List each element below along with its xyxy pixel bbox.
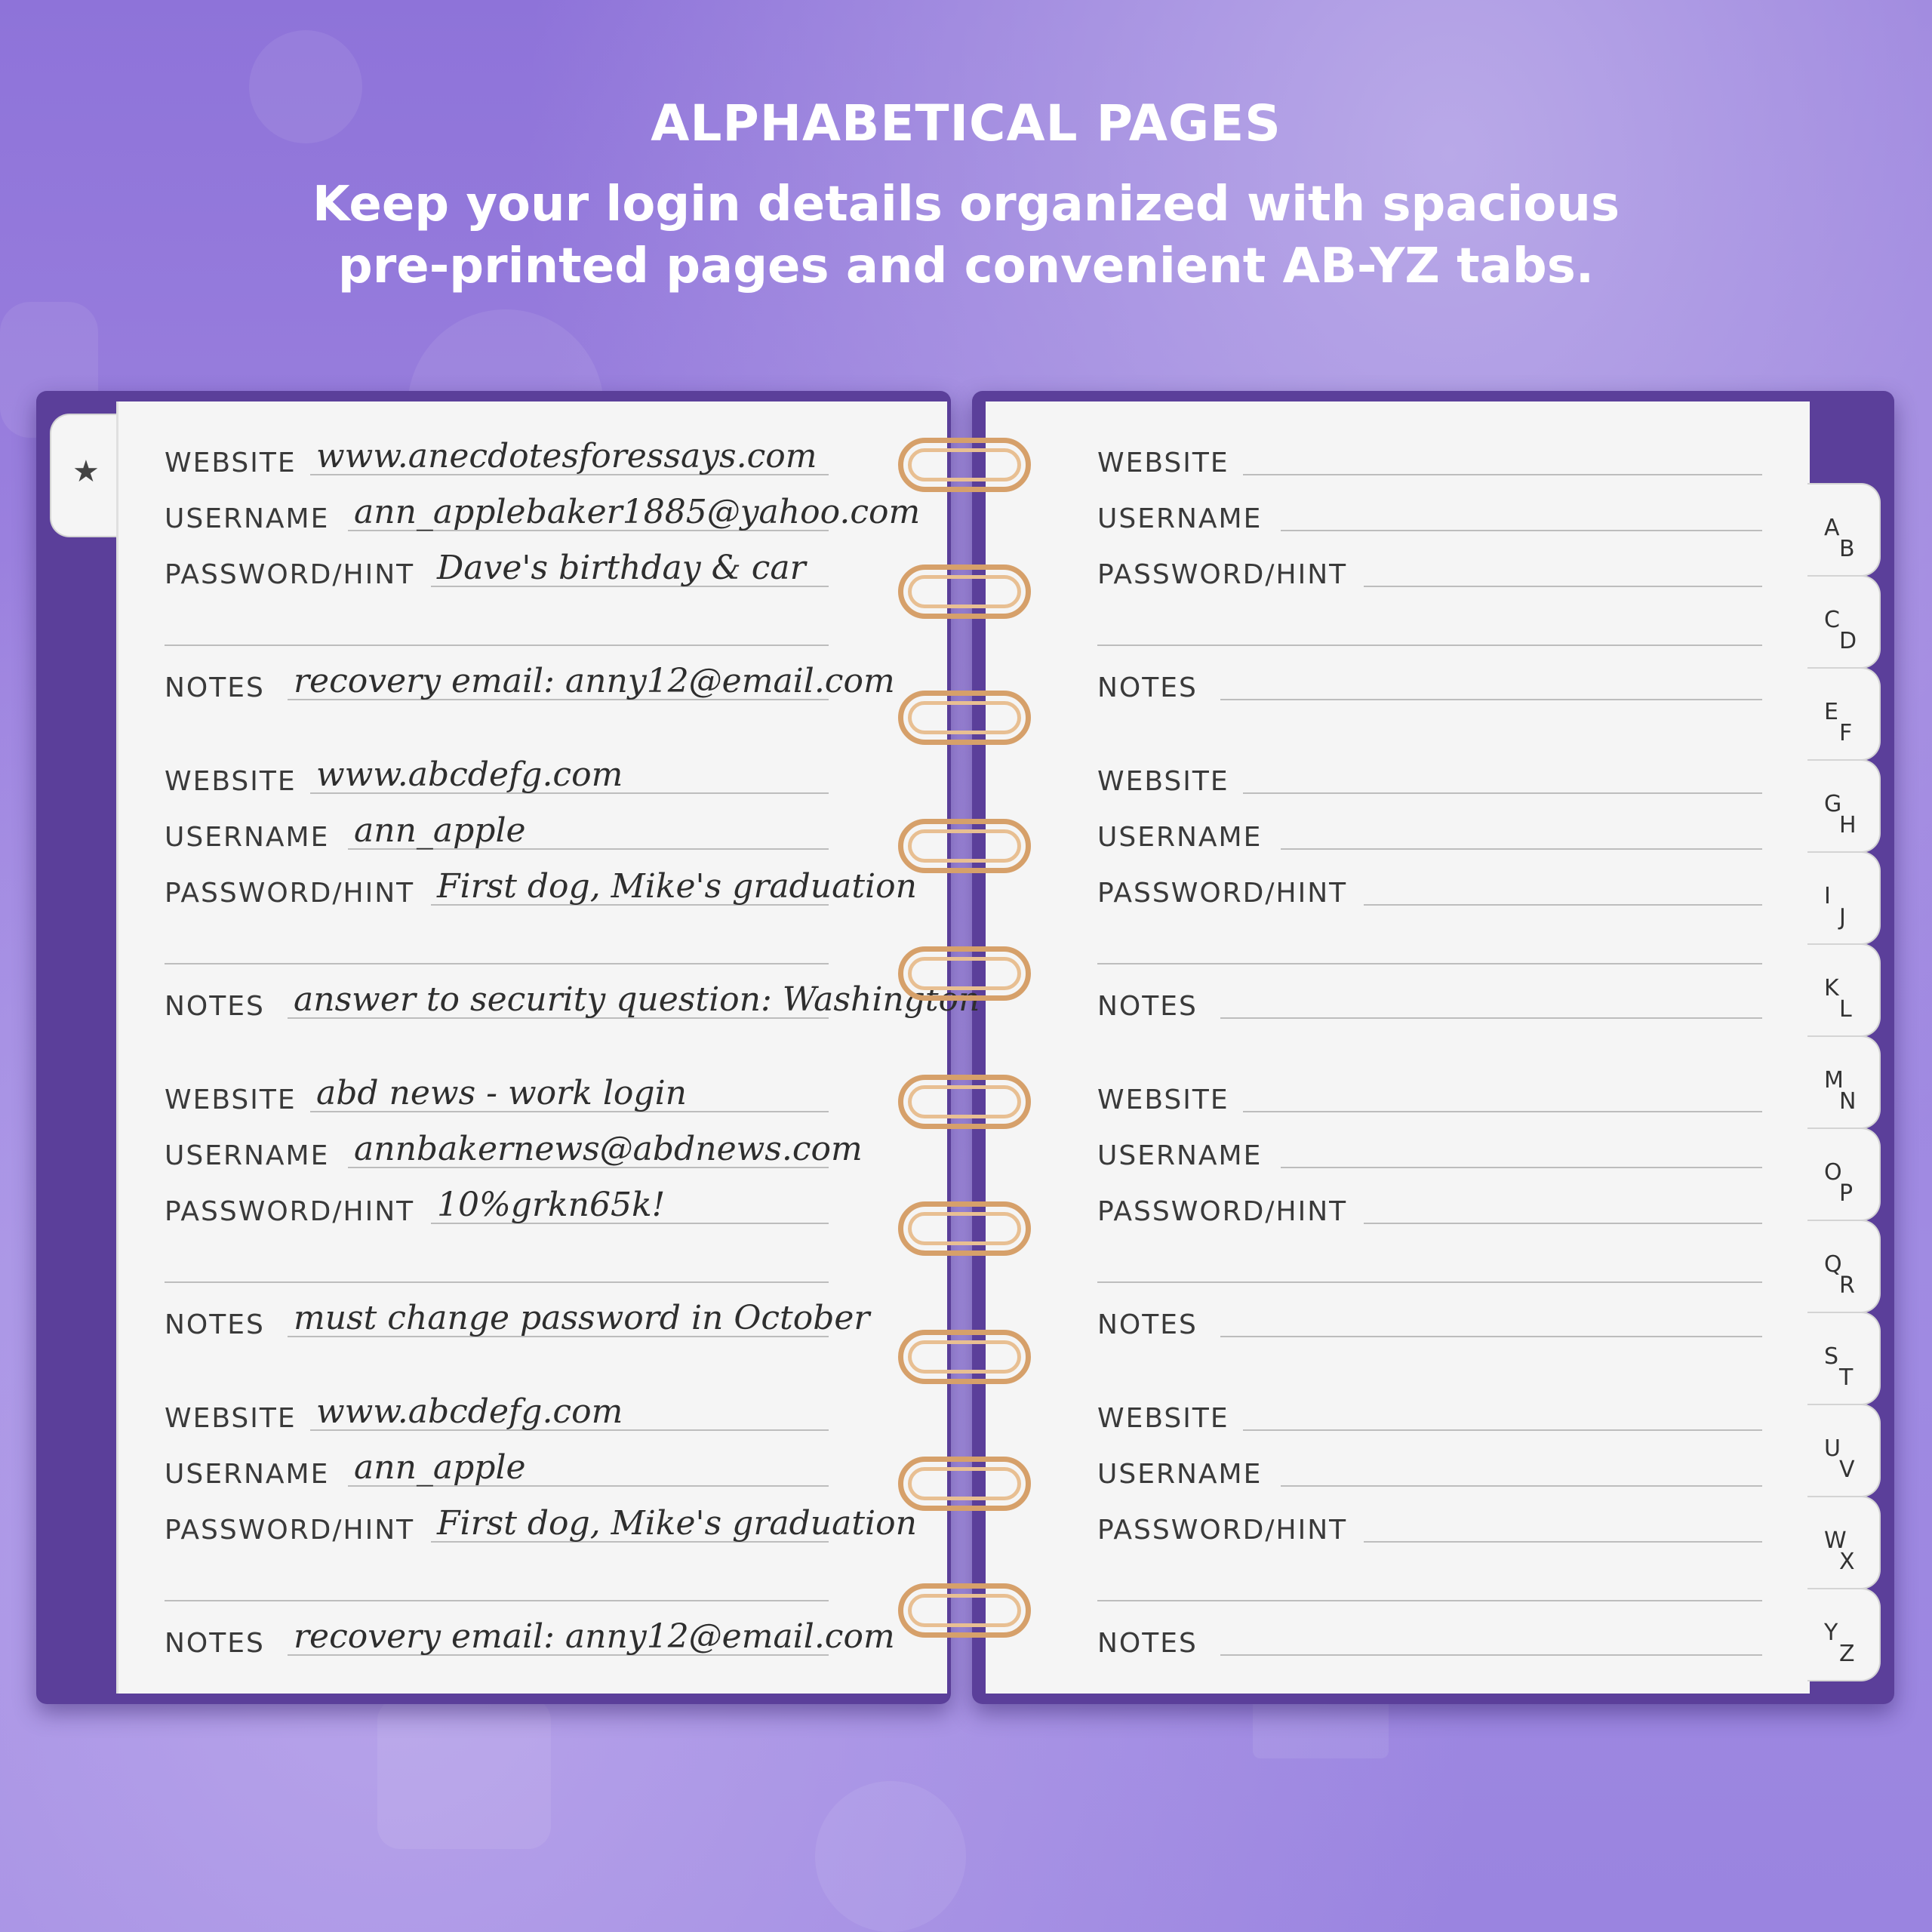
left-entry-4-website-row	[165, 1393, 829, 1438]
tab-letter: O	[1824, 1159, 1842, 1186]
right-entry-3-notes-row	[1097, 1300, 1762, 1345]
username-label: USERNAME	[1097, 1140, 1263, 1171]
subtitle-line-1: Keep your login details organized with spacious	[312, 177, 1620, 232]
tab-letter: V	[1839, 1457, 1855, 1483]
tab-letter: T	[1839, 1364, 1854, 1391]
username-value: ann_apple	[354, 811, 526, 850]
left-entry-2-password-row	[165, 867, 917, 913]
binder-ring-inner	[908, 448, 1021, 481]
website-value: www.anecdotesforessays.com	[316, 437, 817, 475]
tab-ab[interactable]	[1807, 483, 1881, 577]
right-entry-4-notes-row	[1097, 1618, 1762, 1663]
tab-letter: E	[1824, 699, 1838, 725]
website-field-line[interactable]	[1243, 474, 1762, 475]
tab-letter: X	[1839, 1549, 1855, 1575]
password-label: PASSWORD/HINT	[1097, 878, 1348, 909]
tab-letter: I	[1824, 883, 1831, 909]
password-label: PASSWORD/HINT	[165, 1196, 415, 1227]
username-field-line[interactable]	[1281, 848, 1762, 850]
password-value: Dave's birthday & car	[437, 549, 806, 587]
username-value: ann_apple	[354, 1448, 526, 1487]
password-value: First dog, Mike's graduation	[437, 1504, 917, 1543]
tab-uv[interactable]	[1807, 1404, 1881, 1497]
tab-yz[interactable]	[1807, 1588, 1881, 1681]
tab-letter: C	[1824, 607, 1840, 633]
tab-letter: N	[1839, 1088, 1857, 1115]
website-value: www.abcdefg.com	[316, 755, 623, 794]
website-field-line[interactable]	[1243, 792, 1762, 794]
tab-letter: Y	[1824, 1620, 1838, 1646]
background-padlock-icon	[377, 1698, 551, 1849]
left-entry-3-username-row	[165, 1130, 863, 1176]
password-label: PASSWORD/HINT	[165, 878, 415, 909]
notes-label: NOTES	[165, 1309, 265, 1340]
extra-writing-line[interactable]	[1097, 1281, 1762, 1283]
left-entry-1-password-row	[165, 549, 829, 595]
left-entry-4-notes-row	[165, 1617, 895, 1663]
password-label: PASSWORD/HINT	[1097, 1196, 1348, 1227]
right-entry-1-website-row	[1097, 438, 1762, 483]
right-entry-1-username-row	[1097, 494, 1762, 539]
binder-ring-inner	[908, 1467, 1021, 1500]
username-field-line[interactable]	[1281, 1485, 1762, 1487]
right-entry-2-password-row	[1097, 868, 1762, 913]
password-label: PASSWORD/HINT	[165, 559, 415, 590]
tab-letter: R	[1839, 1272, 1855, 1299]
right-entry-4-website-row	[1097, 1393, 1762, 1438]
left-page	[116, 401, 947, 1694]
username-field-line[interactable]	[1281, 530, 1762, 531]
tab-letter: M	[1824, 1067, 1844, 1094]
subtitle-line-2: pre-printed pages and convenient AB-YZ tabs.	[337, 238, 1595, 294]
tab-letter: J	[1839, 904, 1846, 931]
right-entry-4-password-row	[1097, 1505, 1762, 1550]
username-label: USERNAME	[1097, 503, 1263, 534]
password-field-line[interactable]	[1364, 1223, 1762, 1224]
website-field-line[interactable]	[1243, 1429, 1762, 1431]
tab-op[interactable]	[1807, 1128, 1881, 1221]
right-entry-1-password-row	[1097, 549, 1762, 595]
extra-writing-line[interactable]	[165, 645, 829, 646]
password-label: PASSWORD/HINT	[1097, 1515, 1348, 1546]
notes-label: NOTES	[1097, 1309, 1198, 1340]
tab-wx[interactable]	[1807, 1496, 1881, 1589]
password-field-line[interactable]	[1364, 1541, 1762, 1543]
tab-qr[interactable]	[1807, 1220, 1881, 1313]
notes-label: NOTES	[1097, 991, 1198, 1022]
binder-ring-inner	[908, 829, 1021, 863]
username-label: USERNAME	[165, 1140, 330, 1171]
website-label: WEBSITE	[1097, 766, 1229, 797]
notes-value: recovery email: anny12@email.com	[294, 662, 895, 700]
password-field-line[interactable]	[1364, 904, 1762, 906]
website-label: WEBSITE	[165, 448, 297, 478]
left-entry-1-username-row	[165, 493, 921, 539]
password-label: PASSWORD/HINT	[165, 1515, 415, 1546]
tab-letter: Q	[1824, 1251, 1842, 1278]
left-entry-3-website-row	[165, 1075, 829, 1120]
website-value: abd news - work login	[316, 1074, 687, 1112]
tab-mn[interactable]	[1807, 1035, 1881, 1129]
tab-letter: H	[1839, 812, 1857, 838]
left-entry-3-password-row	[165, 1186, 829, 1232]
binder-ring-inner	[908, 1340, 1021, 1374]
notes-label: NOTES	[1097, 672, 1198, 703]
tab-letter: A	[1824, 515, 1840, 541]
notes-value: answer to security question: Washington	[294, 980, 980, 1019]
extra-writing-line[interactable]	[1097, 645, 1762, 646]
favorites-tab[interactable]	[50, 414, 119, 537]
page-title: ALPHABETICAL PAGES	[651, 94, 1281, 152]
right-entry-3-password-row	[1097, 1186, 1762, 1232]
website-label: WEBSITE	[165, 1403, 297, 1434]
website-label: WEBSITE	[1097, 448, 1229, 478]
left-entry-4-password-row	[165, 1504, 917, 1550]
username-value: ann_applebaker1885@yahoo.com	[354, 493, 921, 531]
tab-st[interactable]	[1807, 1312, 1881, 1405]
right-entry-2-username-row	[1097, 812, 1762, 857]
left-entry-4-username-row	[165, 1449, 829, 1494]
left-entry-1-notes-row	[165, 662, 895, 708]
right-entry-4-username-row	[1097, 1449, 1762, 1494]
left-entry-2-notes-row	[165, 980, 980, 1026]
extra-writing-line[interactable]	[165, 1600, 829, 1601]
tab-letter: Z	[1839, 1641, 1855, 1667]
binder-ring-inner	[908, 1594, 1021, 1627]
left-entry-3-notes-row	[165, 1299, 870, 1345]
page-subtitle	[226, 174, 1706, 297]
username-label: USERNAME	[1097, 822, 1263, 853]
notes-label: NOTES	[165, 991, 265, 1022]
tab-letter: S	[1824, 1343, 1839, 1370]
extra-writing-line[interactable]	[165, 1281, 829, 1283]
tab-ef[interactable]	[1807, 667, 1881, 761]
tab-letter: L	[1839, 996, 1852, 1023]
right-page	[986, 401, 1810, 1694]
tab-ij[interactable]	[1807, 851, 1881, 945]
website-field-line[interactable]	[1243, 1111, 1762, 1112]
username-label: USERNAME	[165, 822, 330, 853]
right-entry-2-website-row	[1097, 756, 1762, 801]
notes-label: NOTES	[1097, 1628, 1198, 1659]
tab-letter: U	[1824, 1435, 1841, 1462]
left-entry-1-website-row	[165, 438, 829, 483]
tab-letter: W	[1824, 1527, 1847, 1554]
tab-letter: P	[1839, 1180, 1854, 1207]
username-label: USERNAME	[1097, 1459, 1263, 1490]
tab-letter: F	[1839, 720, 1853, 746]
binder-ring-inner	[908, 575, 1021, 608]
notes-field-line[interactable]	[1220, 1336, 1762, 1337]
extra-writing-line[interactable]	[165, 963, 829, 964]
notes-field-line[interactable]	[1220, 1654, 1762, 1656]
password-value: First dog, Mike's graduation	[437, 867, 917, 906]
website-label: WEBSITE	[1097, 1403, 1229, 1434]
tab-letter: K	[1824, 975, 1839, 1001]
username-label: USERNAME	[165, 1459, 330, 1490]
username-value: annbakernews@abdnews.com	[354, 1130, 863, 1168]
extra-writing-line[interactable]	[1097, 1600, 1762, 1601]
notes-value: recovery email: anny12@email.com	[294, 1617, 895, 1656]
right-entry-1-notes-row	[1097, 663, 1762, 708]
background-gear-icon	[815, 1781, 966, 1932]
right-entry-3-username-row	[1097, 1131, 1762, 1176]
notes-label: NOTES	[165, 1628, 265, 1659]
star-icon: ★	[72, 454, 100, 489]
website-label: WEBSITE	[165, 1084, 297, 1115]
right-entry-2-notes-row	[1097, 981, 1762, 1026]
website-label: WEBSITE	[1097, 1084, 1229, 1115]
binder-ring-inner	[908, 701, 1021, 734]
notes-label: NOTES	[165, 672, 265, 703]
username-label: USERNAME	[165, 503, 330, 534]
tab-gh[interactable]	[1807, 759, 1881, 853]
binder-ring-inner	[908, 1212, 1021, 1245]
tab-letter: D	[1839, 628, 1857, 654]
binder-ring-inner	[908, 1085, 1021, 1118]
password-value: 10%grkn65k!	[437, 1186, 666, 1224]
left-entry-2-website-row	[165, 756, 829, 801]
binder-ring-inner	[908, 957, 1021, 990]
right-entry-3-website-row	[1097, 1075, 1762, 1120]
username-field-line[interactable]	[1281, 1167, 1762, 1168]
notes-field-line[interactable]	[1220, 699, 1762, 700]
left-entry-2-username-row	[165, 812, 829, 857]
tab-letter: B	[1839, 536, 1855, 562]
notes-value: must change password in October	[294, 1299, 870, 1337]
tab-cd[interactable]	[1807, 575, 1881, 669]
extra-writing-line[interactable]	[1097, 963, 1762, 964]
website-value: www.abcdefg.com	[316, 1392, 623, 1431]
password-field-line[interactable]	[1364, 586, 1762, 587]
password-label: PASSWORD/HINT	[1097, 559, 1348, 590]
website-label: WEBSITE	[165, 766, 297, 797]
tab-kl[interactable]	[1807, 943, 1881, 1037]
notes-field-line[interactable]	[1220, 1017, 1762, 1019]
tab-letter: G	[1824, 791, 1842, 817]
